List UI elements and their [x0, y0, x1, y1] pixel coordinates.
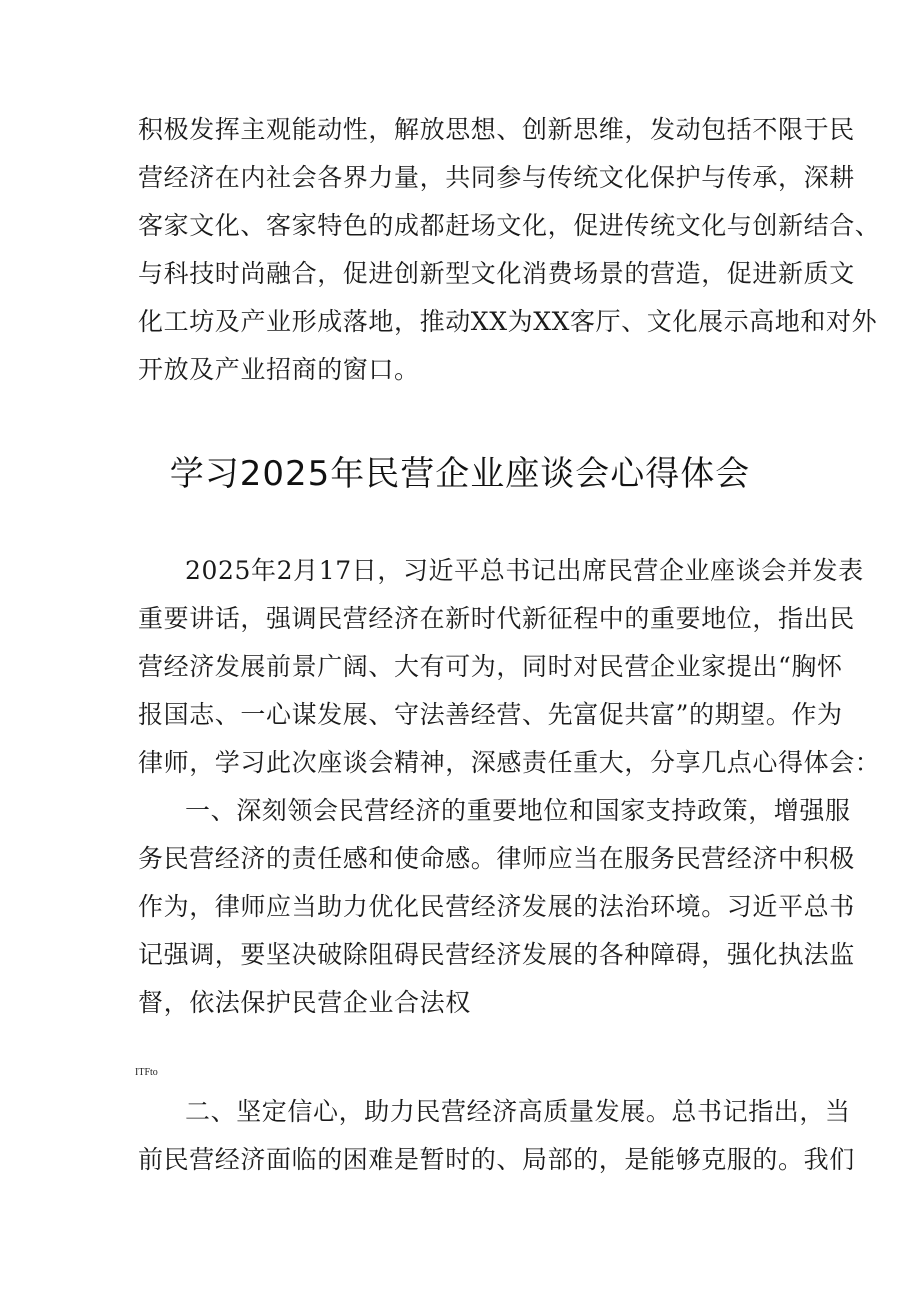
- paragraph-line: 重要讲话，强调民营经济在新时代新征程中的重要地位，指出民: [138, 604, 855, 633]
- paragraph-line: 记强调，要坚决破除阻碍民营经济发展的各种障碍，强化执法监: [138, 940, 855, 969]
- paragraph-line: 化工坊及产业形成落地，推动XX为XX客厅、文化展示高地和对外: [138, 307, 878, 336]
- paragraph-line: 开放及产业招商的窗口。: [138, 355, 420, 384]
- paragraph-line: 律师，学习此次座谈会精神，深感责任重大，分享几点心得体会：: [138, 748, 881, 777]
- paragraph-line: 2025年2月17日，习近平总书记出席民营企业座谈会并发表: [185, 556, 864, 585]
- paragraph-line: 务民营经济的责任感和使命感。律师应当在服务民营经济中积极: [138, 844, 855, 873]
- paragraph-line: 前民营经济面临的困难是暂时的、局部的，是能够克服的。我们: [138, 1145, 855, 1174]
- paragraph-line: 积极发挥主观能动性，解放思想、创新思维，发动包括不限于民: [138, 115, 855, 144]
- footnote-text: ITFto: [135, 1067, 158, 1078]
- paragraph-line: 营经济在内社会各界力量，共同参与传统文化保护与传承，深耕: [138, 163, 855, 192]
- paragraph-line: 作为，律师应当助力优化民营经济发展的法治环境。习近平总书: [138, 892, 855, 921]
- paragraph-line: 二、坚定信心，助力民营经济高质量发展。总书记指出，当: [185, 1097, 851, 1126]
- paragraph-line: 与科技时尚融合，促进创新型文化消费场景的营造，促进新质文: [138, 259, 855, 288]
- paragraph-line: 督，依法保护民营企业合法权: [138, 988, 471, 1017]
- paragraph-line: 营经济发展前景广阔、大有可为，同时对民营企业家提出“胸怀: [138, 652, 843, 681]
- paragraph-line: 一、深刻领会民营经济的重要地位和国家支持政策，增强服: [185, 796, 851, 825]
- paragraph-line: 报国志、一心谋发展、守法善经营、先富促共富”的期望。作为: [138, 700, 843, 729]
- paragraph-line: 客家文化、客家特色的成都赶场文化，促进传统文化与创新结合、: [138, 211, 881, 240]
- article-title: 学习2025年民营企业座谈会心得体会: [169, 454, 751, 494]
